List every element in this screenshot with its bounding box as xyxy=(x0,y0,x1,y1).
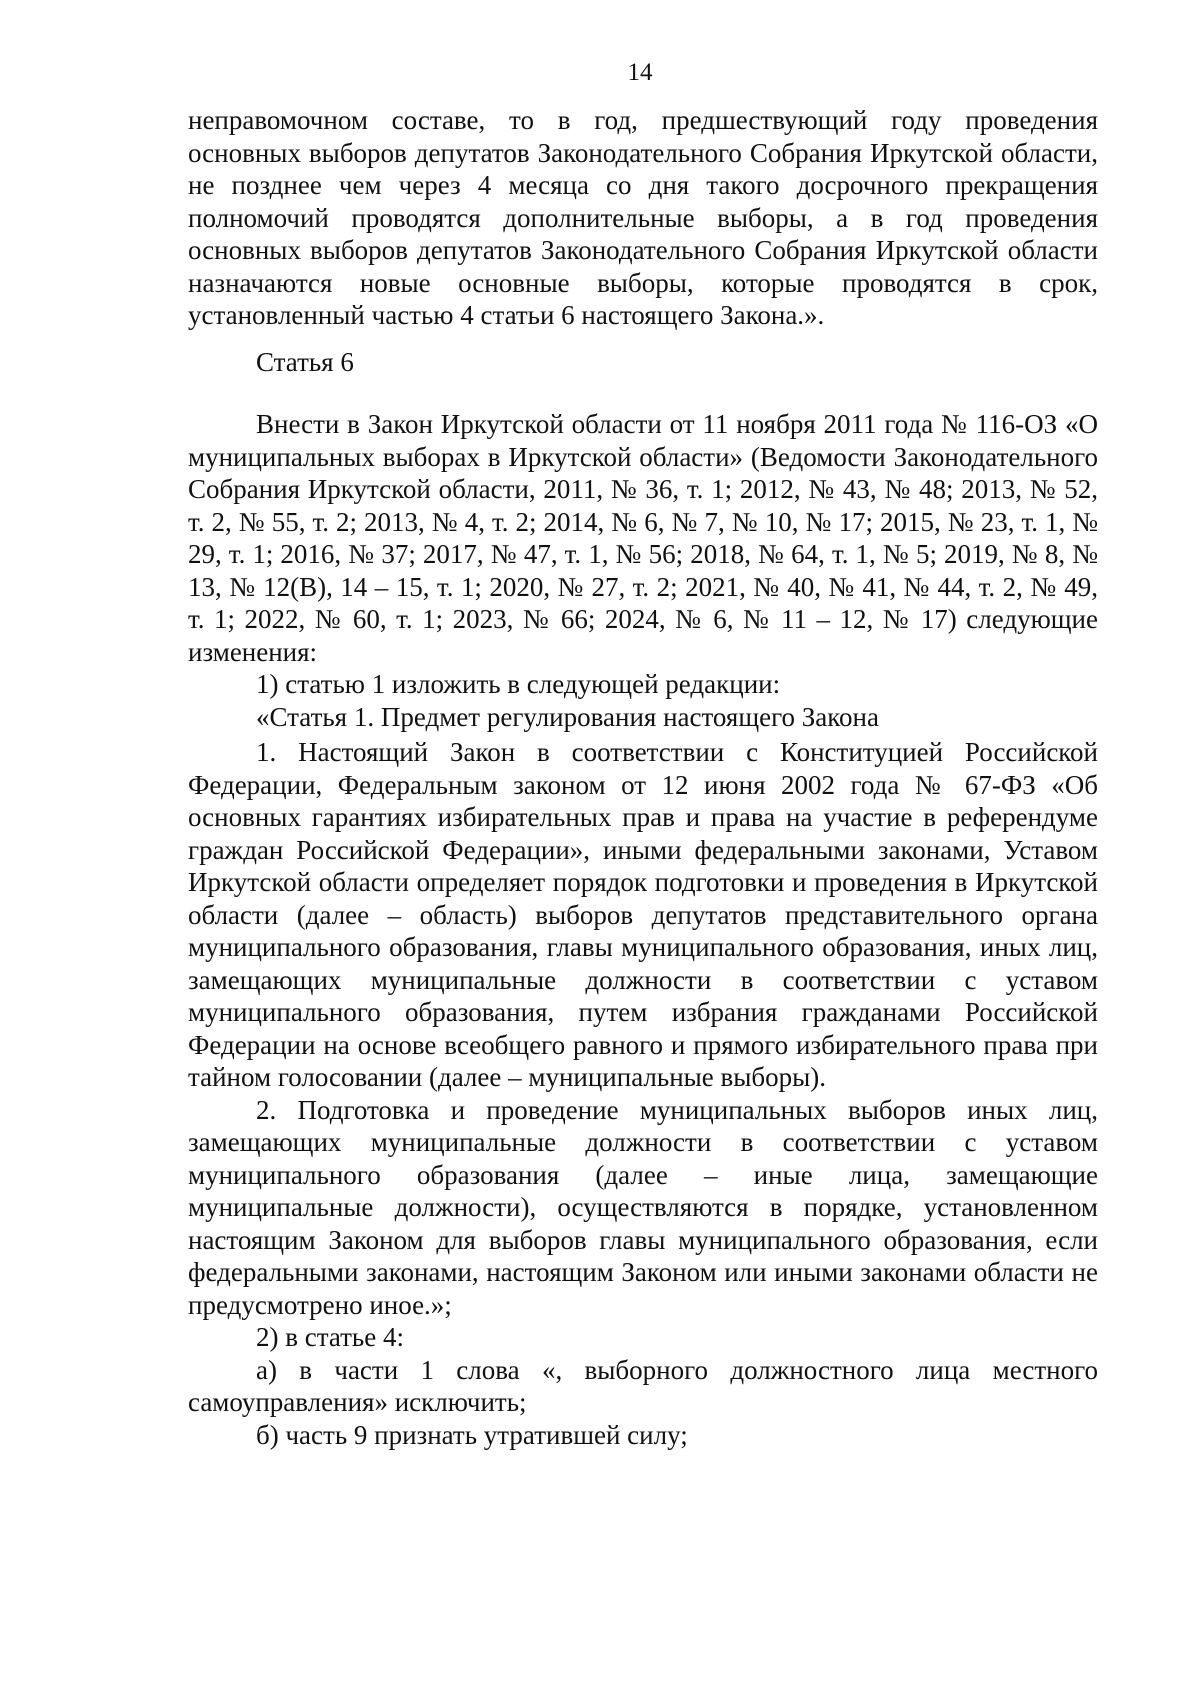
quoted-part-1: 1. Настоящий Закон в соответствии с Конституцией Российской Федерации, Федеральным законом от 12 июня 2002 года № 67-ФЗ «Об основных гарантиях избирательных прав и права на участие в референдуме граждан Российской Федерации», иными федеральными законами, Уставом Иркутской области определяет порядок подготовки и проведения в Иркутской области (далее – область) выборов депутатов представительного органа муниципального образования, главы муниципального образования, иных лиц, замещающих муниципальные должности в соответствии с уставом муниципального образования, путем избрания гражданами Российской Федерации на основе всеобщего равного и прямого избирательного права при тайном голосовании (далее – муниципальные выборы). xyxy=(188,737,1098,1092)
amendment-intro: Внести в Закон Иркутской области от 11 ноября 2011 года № 116-ОЗ «О муниципальных выборах в Иркутской области» (Ведомости Законодательного Собрания Иркутской области, 2011, № 36, т. 1; 2012, № 43, № 48; 2013, № 52, т. 2, № 55, т. 2; 2013, № 4, т. 2; 2014, № 6, № 7, № 10, № 17; 2015, № 23, т. 1, № 29, т. 1; 2016, № 37; 2017, № 47, т. 1, № 56; 2018, № 64, т. 1, № 5; 2019, № 8, № 13, № 12(В), 14 – 15, т. 1; 2020, № 27, т. 2; 2021, № 40, № 41, № 44, т. 2, № 49, т. 1; 2022, № 60, т. 1; 2023, № 66; 2024, № 6, № 11 – 12, № 17) следующие изменения: xyxy=(188,409,1098,667)
quoted-article-title: «Статья 1. Предмет регулирования настоящего Закона xyxy=(256,701,879,732)
quoted-article-body xyxy=(188,736,1098,1451)
opening-paragraph-block xyxy=(188,104,1098,332)
item-2b: б) часть 9 признать утратившей силу; xyxy=(256,1419,688,1450)
page-number: 14 xyxy=(627,59,653,86)
item-2: 2) в статье 4: xyxy=(256,1322,404,1352)
item-2a: а) в части 1 слова «, выборного должностного лица местного самоуправления» исключить; xyxy=(188,1354,1098,1417)
quoted-part-2: 2. Подготовка и проведение муниципальных выборов иных лиц, замещающих муниципальные должности в соответствии с уставом муниципального образования (далее – иные лица, замещающие муниципальные должности), осуществляются в порядке, установленном настоящим Законом для выборов главы муниципального образования, если федеральными законами, настоящим Законом или иными законами области не предусмотрено иное.»; xyxy=(188,1094,1098,1320)
article-heading: Статья 6 xyxy=(256,347,354,377)
item-1: 1) статью 1 изложить в следующей редакции: xyxy=(256,669,781,699)
opening-paragraph: неправомочном составе, то в год, предшествующий году проведения основных выборов депутатов Законодательного Собрания Иркутской области, не позднее чем через 4 месяца со дня такого досрочного прекращения полномочий проводятся дополнительные выборы, а в год проведения основных выборов депутатов Законодательного Собрания Иркутской области назначаются новые основные выборы, которые проводятся в срок, установленный частью 4 статьи 6 настоящего Закона.». xyxy=(188,105,1098,330)
amendment-block xyxy=(188,408,1098,733)
